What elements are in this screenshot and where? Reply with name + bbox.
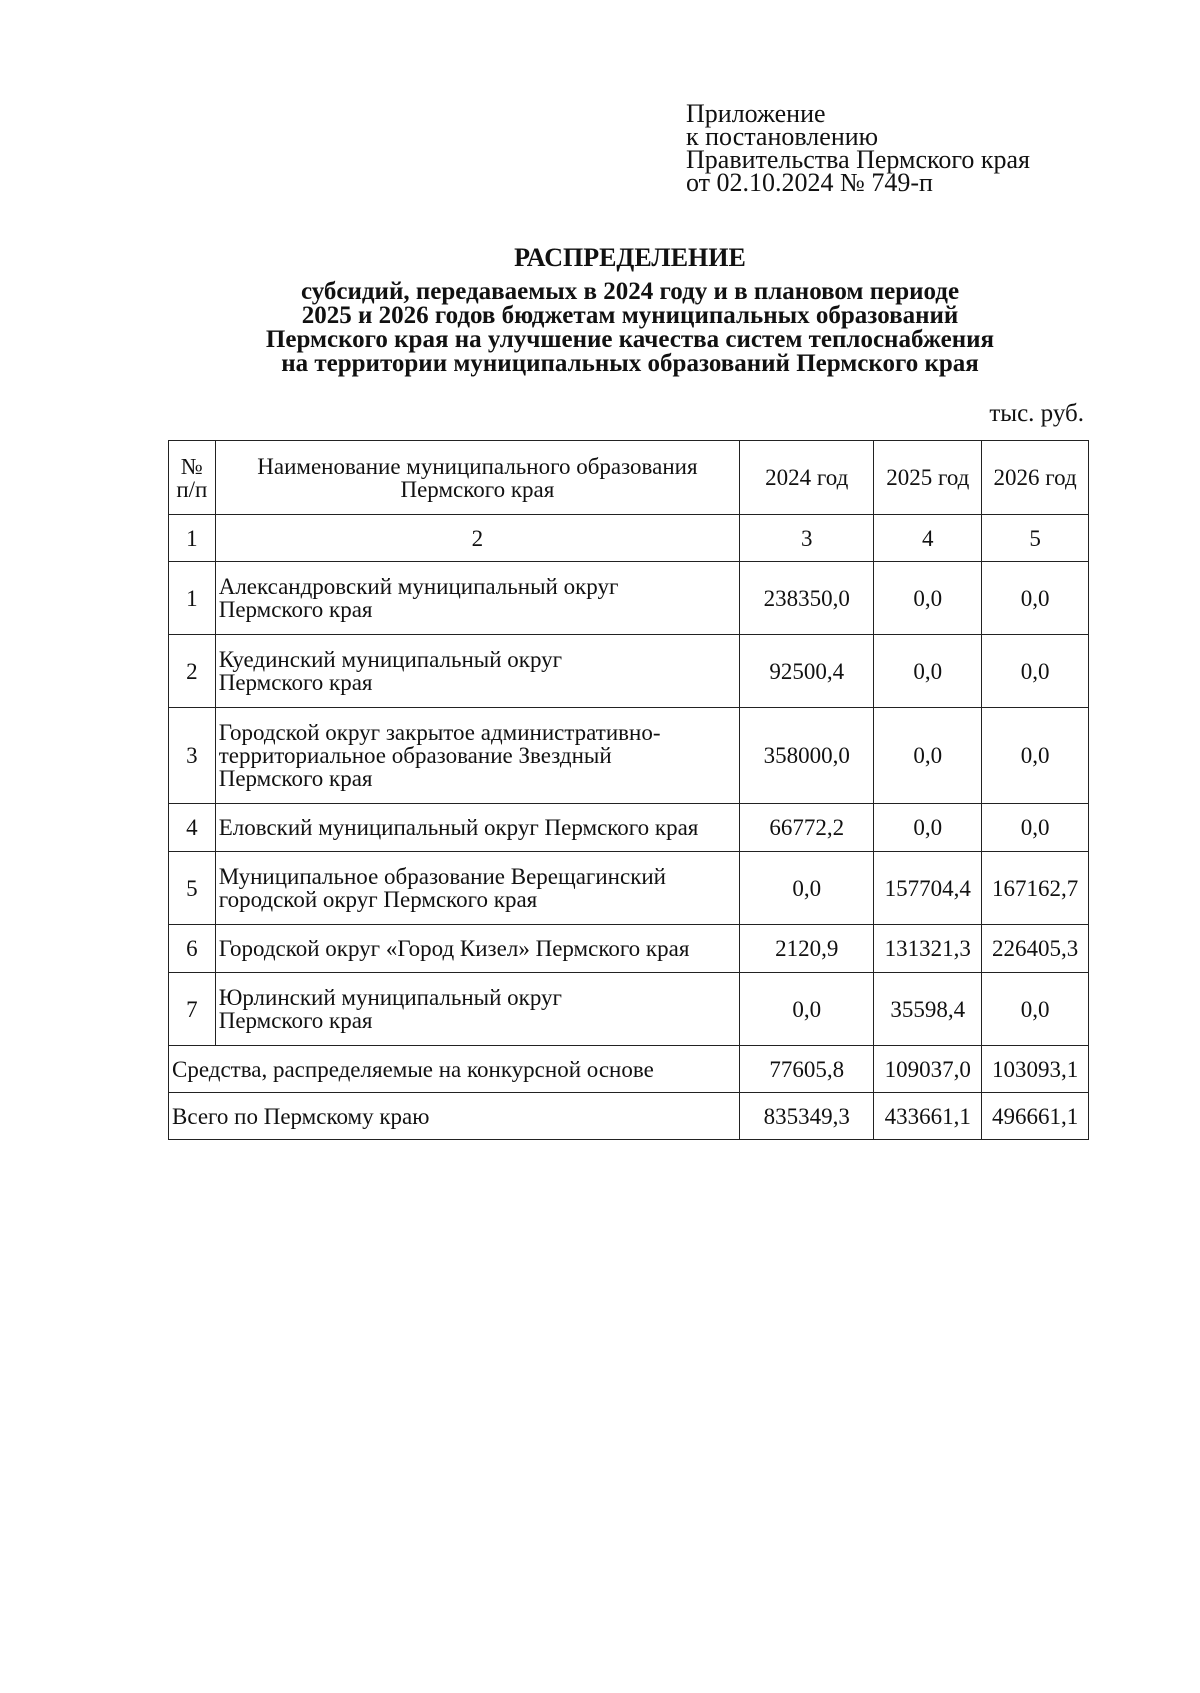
value-2025: 157704,4 (874, 852, 982, 925)
column-index-cell: 3 (740, 515, 874, 562)
total-2025: 433661,1 (874, 1093, 982, 1140)
distribution-table (168, 440, 1089, 1140)
appendix-line: Приложение (686, 99, 826, 128)
header-num-line: № (180, 453, 203, 479)
table-row (169, 562, 1089, 635)
total-2026: 496661,1 (982, 1093, 1089, 1140)
row-number: 7 (169, 973, 216, 1046)
municipality-name-line: Муниципальное образование Верещагинский (218, 864, 666, 889)
value-2026: 0,0 (982, 708, 1089, 804)
value-2026: 0,0 (982, 973, 1089, 1046)
table-row (169, 635, 1089, 708)
municipality-name (215, 635, 739, 708)
value-2024: 238350,0 (740, 562, 874, 635)
value-2024: 66772,2 (740, 804, 874, 852)
subtitle-line: субсидий, передаваемых в 2024 году и в плановом периоде (300, 278, 960, 305)
subtitle-line: 2025 и 2026 годов бюджетам муниципальных образований (301, 302, 959, 329)
value-2026: 0,0 (982, 635, 1089, 708)
municipality-name-line: Городской округ закрытое административно- (218, 720, 661, 745)
value-2024: 0,0 (740, 852, 874, 925)
row-number: 3 (169, 708, 216, 804)
municipality-name-line: Александровский муниципальный округ (218, 574, 619, 599)
municipality-name (215, 852, 739, 925)
value-2024: 0,0 (740, 973, 874, 1046)
value-2024: 358000,0 (740, 708, 874, 804)
value-2026: 0,0 (982, 804, 1089, 852)
header-num-line: п/п (176, 476, 208, 502)
municipality-name-line: Городской округ «Город Кизел» Пермского края (218, 936, 690, 961)
row-number: 5 (169, 852, 216, 925)
table-row (169, 925, 1089, 973)
value-2025: 0,0 (874, 562, 982, 635)
municipality-name-line: Пермского края (218, 597, 373, 622)
document-title: РАСПРЕДЕЛЕНИЕ (514, 243, 746, 272)
header-2026: 2026 год (982, 441, 1089, 515)
appendix-line: Правительства Пермского края (686, 145, 1030, 174)
competitive-label: Средства, распределяемые на конкурсной основе (169, 1046, 740, 1093)
total-2024: 835349,3 (740, 1093, 874, 1140)
row-number: 2 (169, 635, 216, 708)
header-name-line: Наименование муниципального образования (257, 453, 698, 479)
value-2025: 0,0 (874, 635, 982, 708)
column-index-cell: 5 (982, 515, 1089, 562)
appendix-block (686, 99, 1030, 197)
subtitle-line: на территории муниципальных образований Пермского края (281, 350, 979, 377)
municipality-name (215, 804, 739, 852)
municipality-name-line: Куединский муниципальный округ (218, 647, 563, 672)
column-index-cell: 2 (215, 515, 739, 562)
value-2025: 0,0 (874, 708, 982, 804)
row-number: 1 (169, 562, 216, 635)
municipality-name-line: Пермского края (218, 670, 373, 695)
value-2024: 92500,4 (740, 635, 874, 708)
competitive-2026: 103093,1 (982, 1046, 1089, 1093)
header-num (169, 441, 216, 515)
table-header-row (169, 441, 1089, 515)
header-name (215, 441, 739, 515)
value-2024: 2120,9 (740, 925, 874, 973)
column-index-cell: 4 (874, 515, 982, 562)
municipality-name-line: Пермского края (218, 766, 373, 791)
municipality-name-line: городской округ Пермского края (218, 887, 538, 912)
unit-label: тыс. руб. (989, 400, 1084, 427)
municipality-name (215, 973, 739, 1046)
municipality-name-line: территориальное образование Звездный (218, 743, 612, 768)
document-subtitle (0, 280, 1200, 376)
competitive-2025: 109037,0 (874, 1046, 982, 1093)
header-2024: 2024 год (740, 441, 874, 515)
table-body (169, 562, 1089, 1046)
header-2025: 2025 год (874, 441, 982, 515)
municipality-name-line: Юрлинский муниципальный округ (218, 985, 562, 1010)
row-number: 4 (169, 804, 216, 852)
value-2025: 131321,3 (874, 925, 982, 973)
header-name-line: Пермского края (400, 476, 555, 502)
value-2025: 35598,4 (874, 973, 982, 1046)
table-row (169, 708, 1089, 804)
total-row (169, 1093, 1089, 1140)
table-row (169, 852, 1089, 925)
row-number: 6 (169, 925, 216, 973)
municipality-name-line: Пермского края (218, 1008, 373, 1033)
value-2026: 226405,3 (982, 925, 1089, 973)
appendix-line: к постановлению (686, 122, 879, 151)
municipality-name-line: Еловский муниципальный округ Пермского края (218, 815, 699, 840)
value-2026: 0,0 (982, 562, 1089, 635)
competitive-row (169, 1046, 1089, 1093)
value-2025: 0,0 (874, 804, 982, 852)
municipality-name (215, 925, 739, 973)
column-index-cell: 1 (169, 515, 216, 562)
value-2026: 167162,7 (982, 852, 1089, 925)
table-row (169, 973, 1089, 1046)
table-row (169, 804, 1089, 852)
subtitle-line: Пермского края на улучшение качества систем теплоснабжения (265, 326, 995, 353)
municipality-name (215, 708, 739, 804)
municipality-name (215, 562, 739, 635)
column-index-row (169, 515, 1089, 562)
appendix-line: от 02.10.2024 № 749-п (686, 168, 933, 197)
total-label: Всего по Пермскому краю (169, 1093, 740, 1140)
competitive-2024: 77605,8 (740, 1046, 874, 1093)
